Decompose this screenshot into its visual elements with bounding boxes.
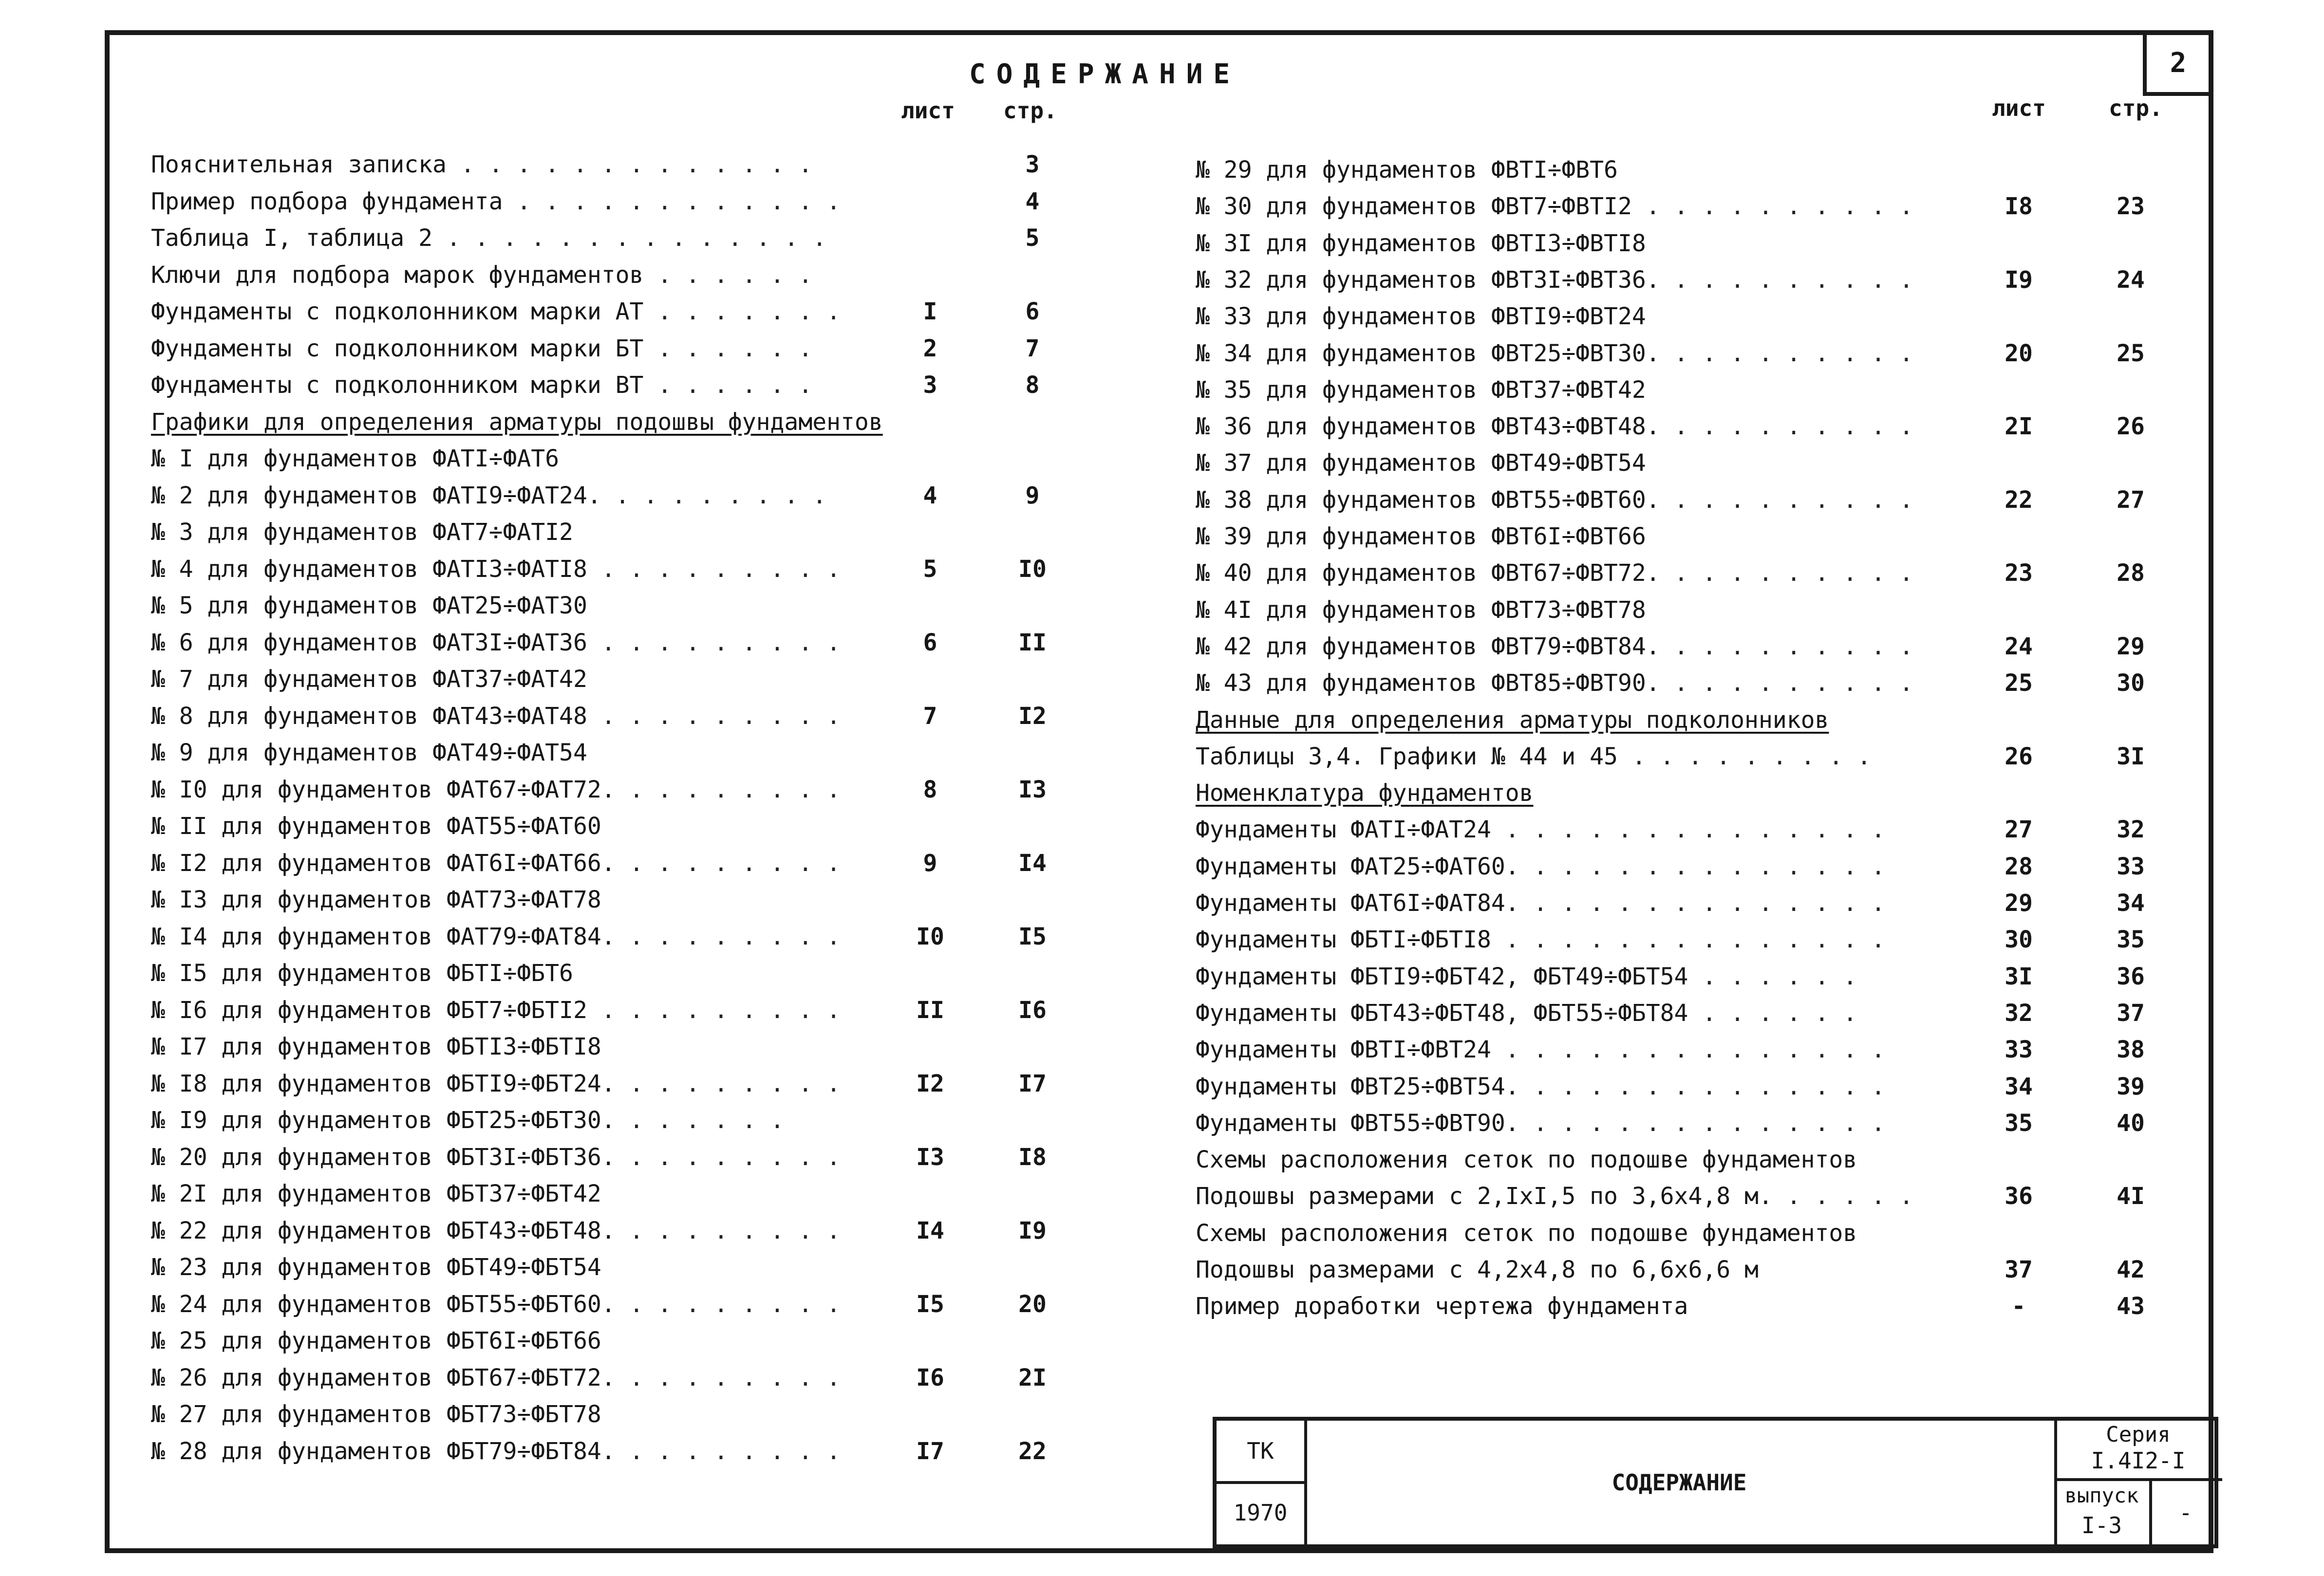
toc-entry-page: I9 [1018, 1217, 1047, 1244]
toc-entry-title: Пример доработки чертежа фундамента [1196, 1293, 1688, 1320]
toc-entry [1196, 228, 2170, 259]
toc-entry-title: Фундаменты с подколонником марки БТ . . . . . . [151, 334, 813, 362]
toc-entry-page: 42 [2117, 1256, 2145, 1283]
toc-entry-page: 38 [2117, 1036, 2145, 1064]
toc-entry [1196, 961, 2170, 992]
toc-entry-title: Фундаменты с подколонником марки АТ . . . . . . . [151, 298, 841, 325]
toc-entry-sheet: I7 [916, 1437, 944, 1465]
toc-entry-title: Фундаменты ФАТI÷ФАТ24 . . . . . . . . . . . . . . [1196, 816, 1886, 844]
toc-entry-title: Пояснительная записка . . . . . . . . . . . . . [151, 151, 813, 178]
toc-entry-title: № 37 для фундаментов ФВТ49÷ФВТ54 [1196, 449, 1646, 477]
toc-entry-page: 23 [2117, 193, 2145, 221]
toc-entry [1196, 705, 2170, 736]
toc-entry [1196, 631, 2170, 662]
toc-entry-sheet: 2I [2005, 413, 2033, 441]
toc-entry [151, 848, 1076, 879]
issue-value: I-3 [2081, 1512, 2122, 1539]
toc-entry [151, 995, 1076, 1026]
toc-entry [1196, 814, 2170, 845]
toc-entry-title: Фундаменты с подколонником марки ВТ . . . . . . [151, 371, 813, 399]
toc-entry [151, 664, 1076, 695]
toc-entry [1196, 1144, 2170, 1175]
leader-dots: . . . . . . . . [615, 1070, 841, 1097]
toc-entry-page: 30 [2117, 669, 2145, 697]
toc-entry [1196, 1071, 2170, 1102]
leader-dots: . . . . . . . . [615, 1217, 841, 1244]
toc-entry-sheet: - [2011, 1293, 2026, 1320]
toc-entry-sheet: 5 [923, 555, 937, 583]
toc-entry-page: I0 [1018, 555, 1047, 583]
toc-entry [151, 811, 1076, 842]
toc-entry-sheet: 36 [2005, 1183, 2033, 1210]
toc-entry-sheet: 23 [2005, 559, 2033, 587]
toc-entry-title: № 3 для фундаментов ФАТ7÷ФАТI2 [151, 519, 573, 546]
toc-entry-page: 25 [2117, 339, 2145, 367]
toc-entry-sheet: 27 [2005, 816, 2033, 844]
title-block [1213, 1417, 2218, 1548]
toc-entry-sheet: 20 [2005, 339, 2033, 367]
toc-entry [151, 149, 1076, 180]
title-block-sheet-cell: - [2179, 1500, 2193, 1526]
toc-entry-sheet: 7 [923, 702, 937, 730]
leader-dots: . . . . . . . . [615, 849, 841, 877]
toc-entry [1196, 264, 2170, 296]
toc-entry-page: 9 [1025, 482, 1040, 509]
toc-entry [151, 1178, 1076, 1209]
leader-dots: . . . . . . [1688, 963, 1857, 990]
leader-dots: . . . . . . . . . . . . . [1519, 890, 1886, 917]
leader-dots: . . . . . . . [643, 298, 841, 325]
toc-entry-title: № II для фундаментов ФАТ55÷ФАТ60 [151, 813, 601, 840]
title-block-name: СОДЕРЖАНИЕ [1612, 1469, 1747, 1496]
toc-entry [151, 958, 1076, 989]
toc-entry-page: 28 [2117, 559, 2145, 587]
toc-entry-sheet: 3I [2005, 963, 2033, 990]
toc-entry [151, 921, 1076, 952]
toc-entry-title: № I7 для фундаментов ФБТI3÷ФБТI8 [151, 1033, 601, 1060]
leader-dots: . . . . . . . . . . . . . [446, 151, 813, 178]
toc-entry [1196, 998, 2170, 1029]
leader-dots: . . . . . . [643, 261, 813, 289]
toc-entry-title: № 2I для фундаментов ФБТ37÷ФБТ42 [151, 1180, 601, 1207]
toc-entry-title: № 24 для фундаментов ФБТ55÷ФБТ60. . . . . . . . . [151, 1290, 841, 1318]
toc-entry [151, 1215, 1076, 1246]
toc-entry-sheet: I3 [916, 1143, 944, 1171]
toc-entry-page: 4 [1025, 187, 1040, 215]
toc-entry-title: № I5 для фундаментов ФБТI÷ФБТ6 [151, 960, 573, 987]
toc-entry-title: № 32 для фундаментов ФВТ3I÷ФВТ36. . . . . . . . . . [1196, 266, 1913, 294]
leader-dots: . . . . . . . . . [1617, 742, 1872, 770]
toc-entry-page: II [1018, 629, 1047, 656]
toc-entry-title: № 8 для фундаментов ФАТ43÷ФАТ48 . . . . . . . . . [151, 702, 841, 730]
toc-entry-sheet: 24 [2005, 632, 2033, 660]
toc-entry [1196, 667, 2170, 699]
toc-entry-title: № 42 для фундаментов ФВТ79÷ФВТ84. . . . . . . . . . [1196, 632, 1913, 660]
toc-entry-title: № 36 для фундаментов ФВТ43÷ФВТ48. . . . . . . . . . [1196, 413, 1913, 441]
toc-entry [1196, 1034, 2170, 1065]
toc-entry-sheet: 25 [2005, 669, 2033, 697]
leader-dots: . . . . . . . . [615, 923, 841, 950]
toc-entry-title: Номенклатура фундаментов [1196, 779, 1534, 807]
toc-entry-title: № 40 для фундаментов ФВТ67÷ФВТ72. . . . . . . . . . [1196, 559, 1913, 587]
toc-entry-page: 22 [1018, 1437, 1047, 1465]
toc-entry-title: № 35 для фундаментов ФВТ37÷ФВТ42 [1196, 376, 1646, 404]
toc-entry-title: № I4 для фундаментов ФАТ79÷ФАТ84. . . . . . . . . [151, 923, 841, 950]
toc-entry [151, 1031, 1076, 1062]
toc-entry-page: 4I [2117, 1183, 2145, 1210]
toc-entry-title: № 39 для фундаментов ФВТ6I÷ФВТ66 [1196, 523, 1646, 550]
toc-entry-sheet: 2 [923, 334, 937, 362]
toc-entry [1196, 557, 2170, 589]
title-block-year: 1970 [1233, 1500, 1288, 1526]
toc-entry [1196, 484, 2170, 516]
toc-entry [151, 1399, 1076, 1430]
toc-entry-title: Схемы расположения сеток по подошве фундаментов [1196, 1146, 1857, 1174]
leader-dots: . . . . . . . . . [1660, 669, 1913, 697]
toc-entry-title: № I для фундаментов ФАТI÷ФАТ6 [151, 445, 560, 472]
toc-entry [151, 1068, 1076, 1099]
toc-entry-title: № 2 для фундаментов ФАТI9÷ФАТ24. . . . . . . . . [151, 482, 827, 509]
toc-entry-page: 32 [2117, 816, 2145, 844]
toc-entry-sheet: I5 [916, 1290, 944, 1318]
leader-dots: . . . . . . . . . [1660, 486, 1913, 514]
toc-entry-title: Таблица I, таблица 2 . . . . . . . . . . . . . . [151, 224, 827, 252]
toc-entry [1196, 1218, 2170, 1249]
toc-entry [1196, 924, 2170, 955]
toc-entry-title: Пример подбора фундамента . . . . . . . . . . . . [151, 187, 841, 215]
toc-entry-page: 43 [2117, 1293, 2145, 1320]
toc-entry [151, 1142, 1076, 1173]
toc-entry-sheet: 22 [2005, 486, 2033, 514]
toc-entry-title: № 28 для фундаментов ФБТ79÷ФБТ84. . . . . . . . . [151, 1437, 841, 1465]
toc-entry-title: № I3 для фундаментов ФАТ73÷ФАТ78 [151, 886, 601, 913]
right-sheet-header: лист [1992, 95, 2046, 121]
right-page-header: стр. [2109, 95, 2163, 121]
toc-entry-title: № 25 для фундаментов ФБТ6I÷ФБТ66 [151, 1327, 601, 1354]
toc-entry-sheet: I4 [916, 1217, 944, 1244]
leader-dots: . . . . . . [643, 334, 813, 362]
toc-entry-sheet: I [923, 298, 937, 325]
toc-entry-page: 33 [2117, 853, 2145, 880]
toc-entry [1196, 154, 2170, 185]
toc-entry [1196, 594, 2170, 626]
toc-entry-title: Подошвы размерами с 2,IxI,5 по 3,6x4,8 м. . . . . . [1196, 1183, 1913, 1210]
series-label: Серия [2106, 1422, 2171, 1447]
right-toc-column [1196, 154, 2170, 1323]
leader-dots: . . . . . . . . . . . . . . [432, 224, 827, 252]
leader-dots: . . . . . . . . . . . . . [1519, 853, 1886, 880]
toc-entry-title: № 29 для фундаментов ФВТI÷ФВТ6 [1196, 156, 1618, 184]
toc-entry-title: № I9 для фундаментов ФБТ25÷ФБТ30. . . . . . . [151, 1107, 785, 1134]
toc-entry-page: 37 [2117, 999, 2145, 1027]
toc-entry-page: 40 [2117, 1109, 2145, 1137]
toc-entry-title: № 34 для фундаментов ФВТ25÷ФВТ30. . . . . . . . . . [1196, 339, 1913, 367]
toc-entry-title: № 3I для фундаментов ФВТI3÷ФВТI8 [1196, 229, 1646, 257]
toc-entry [151, 480, 1076, 511]
leader-dots: . . . . . . . . . [1660, 266, 1913, 294]
leader-dots: . . . . . . . . [615, 1143, 841, 1171]
leader-dots: . . . . . . . . . . . . . . [1491, 926, 1886, 954]
toc-entry-page: 20 [1018, 1290, 1047, 1318]
toc-entry [151, 884, 1076, 915]
toc-entry-page: 8 [1025, 371, 1040, 399]
leader-dots: . . . . . . [615, 1107, 785, 1134]
toc-entry-sheet: 30 [2005, 926, 2033, 954]
toc-entry [151, 590, 1076, 621]
toc-entry-title: № 30 для фундаментов ФВТ7÷ФВТI2 . . . . . . . . . . [1196, 193, 1913, 221]
toc-entry-title: № 43 для фундаментов ФВТ85÷ФВТ90. . . . . . . . . . [1196, 669, 1913, 697]
toc-entry-title: № I6 для фундаментов ФБТ7÷ФБТI2 . . . . . . . . . [151, 996, 841, 1024]
toc-entry-page: 29 [2117, 632, 2145, 660]
series-value: I.4I2-I [2091, 1447, 2186, 1474]
toc-entry-page: I7 [1018, 1070, 1047, 1097]
toc-entry-page: 36 [2117, 963, 2145, 990]
toc-entry [1196, 447, 2170, 479]
toc-entry-page: I4 [1018, 849, 1047, 877]
toc-entry-title: Фундаменты ФВТ25÷ФВТ54. . . . . . . . . . . . . . [1196, 1073, 1886, 1100]
leader-dots: . . . . . . . . . . . . . [1519, 1073, 1886, 1100]
toc-entry-page: I2 [1018, 702, 1047, 730]
leader-dots: . . . . . . . . . . . . . [1519, 1109, 1886, 1137]
toc-entry-sheet: 34 [2005, 1073, 2033, 1100]
toc-entry [151, 554, 1076, 585]
leader-dots: . . . . . . . . . [587, 629, 841, 656]
leader-dots: . . . . . . . . . [587, 555, 841, 583]
toc-entry [1196, 521, 2170, 552]
toc-entry-sheet: 6 [923, 629, 937, 656]
toc-entry [151, 1289, 1076, 1320]
toc-entry [1196, 1254, 2170, 1285]
toc-entry [151, 774, 1076, 805]
leader-dots: . . . . . . . . . [1660, 632, 1913, 660]
leader-dots: . . . . . . . . . [587, 996, 841, 1024]
toc-entry-title: № 5 для фундаментов ФАТ25÷ФАТ30 [151, 592, 587, 619]
toc-entry-title: № 4 для фундаментов ФАТI3÷ФАТI8 . . . . . . . . . [151, 555, 841, 583]
left-toc-column [151, 149, 1076, 1464]
toc-entry-title: Фундаменты ФАТ25÷ФАТ60. . . . . . . . . . . . . . [1196, 853, 1886, 880]
toc-entry-title: № I0 для фундаментов ФАТ67÷ФАТ72. . . . . . . . . [151, 776, 841, 803]
leader-dots: . . . . . . . . [615, 1437, 841, 1465]
toc-entry-page: 34 [2117, 890, 2145, 917]
leader-dots: . . . . . . [1688, 999, 1857, 1027]
toc-entry-sheet: 28 [2005, 853, 2033, 880]
leader-dots: . . . . . . . . . . . . . . [1491, 816, 1886, 844]
left-page-header: стр. [1003, 97, 1057, 124]
toc-entry [1196, 374, 2170, 406]
toc-entry-title: № 38 для фундаментов ФВТ55÷ФВТ60. . . . . . . . . . [1196, 486, 1913, 514]
leader-dots: . . . . . . . . . [1660, 559, 1913, 587]
toc-entry [1196, 1108, 2170, 1139]
toc-entry-title: № 20 для фундаментов ФБТ3I÷ФБТ36. . . . . . . . . [151, 1143, 841, 1171]
toc-entry-title: Фундаменты ФБТI9÷ФБТ42, ФБТ49÷ФБТ54 . . . . . . [1196, 963, 1857, 990]
toc-entry-title: Данные для определения арматуры подколонников [1196, 706, 1829, 734]
toc-entry-page: I5 [1018, 923, 1047, 950]
leader-dots: . . . . . [1772, 1183, 1913, 1210]
leader-dots: . . . . . . . . [615, 1290, 841, 1318]
toc-entry-page: 26 [2117, 413, 2145, 441]
toc-entry-title: № 23 для фундаментов ФБТ49÷ФБТ54 [151, 1254, 601, 1281]
toc-entry [151, 186, 1076, 217]
toc-entry-sheet: 26 [2005, 742, 2033, 770]
toc-entry-title: № I2 для фундаментов ФАТ6I÷ФАТ66. . . . . . . . . [151, 849, 841, 877]
toc-entry [151, 701, 1076, 732]
leader-dots: . . . . . . [643, 371, 813, 399]
toc-entry-title: Фундаменты ФАТ6I÷ФАТ84. . . . . . . . . . . . . . [1196, 890, 1886, 917]
toc-entry-page: 27 [2117, 486, 2145, 514]
toc-entry-title: № 27 для фундаментов ФБТ73÷ФБТ78 [151, 1401, 601, 1428]
toc-entry-sheet: 35 [2005, 1109, 2033, 1137]
toc-entry-page: I3 [1018, 776, 1047, 803]
toc-entry-title: № 4I для фундаментов ФВТ73÷ФВТ78 [1196, 596, 1646, 624]
toc-entry-page: 35 [2117, 926, 2145, 954]
toc-entry-title: Схемы расположения сеток по подошве фундаментов [1196, 1219, 1857, 1247]
toc-entry [151, 443, 1076, 474]
toc-entry-title: Ключи для подбора марок фундаментов . . . . . . [151, 261, 813, 289]
toc-entry-page: I8 [1018, 1143, 1047, 1171]
toc-entry-sheet: I6 [916, 1364, 944, 1391]
toc-entry [1196, 778, 2170, 809]
title-block-org: ТК [1247, 1438, 1274, 1464]
toc-entry [151, 222, 1076, 254]
toc-entry [151, 370, 1076, 401]
toc-entry [151, 1105, 1076, 1136]
toc-entry-title: Фундаменты ФВТ55÷ФВТ90. . . . . . . . . . . . . . [1196, 1109, 1886, 1137]
leader-dots: . . . . . . . . [615, 1364, 841, 1391]
left-sheet-header: лист [901, 97, 955, 124]
toc-entry [151, 1252, 1076, 1283]
toc-entry-sheet: 8 [923, 776, 937, 803]
toc-entry [151, 260, 1076, 291]
toc-entry-page: 7 [1025, 334, 1040, 362]
toc-entry [151, 1362, 1076, 1393]
toc-entry-title: № 6 для фундаментов ФАТ3I÷ФАТ36 . . . . . . . . . [151, 629, 841, 656]
toc-entry-page: 3 [1025, 151, 1040, 178]
toc-entry [1196, 191, 2170, 222]
toc-entry-title: № 9 для фундаментов ФАТ49÷ФАТ54 [151, 739, 587, 766]
toc-entry [151, 1436, 1076, 1467]
toc-entry-sheet: 33 [2005, 1036, 2033, 1064]
toc-entry-sheet: I2 [916, 1070, 944, 1097]
toc-entry-title: Фундаменты ФБТ43÷ФБТ48, ФБТ55÷ФБТ84 . . . . . . [1196, 999, 1857, 1027]
toc-entry-title: № 22 для фундаментов ФБТ43÷ФБТ48. . . . . . . . . [151, 1217, 841, 1244]
toc-entry [1196, 301, 2170, 332]
toc-entry-page: 39 [2117, 1073, 2145, 1100]
toc-entry [151, 333, 1076, 364]
toc-entry-sheet: II [916, 996, 944, 1024]
toc-entry-page: 5 [1025, 224, 1040, 252]
toc-entry [151, 627, 1076, 658]
toc-entry-page: 3I [2117, 742, 2145, 770]
toc-entry [1196, 888, 2170, 919]
leader-dots: . . . . . . . . . . [1631, 193, 1913, 221]
toc-entry [151, 517, 1076, 548]
toc-entry [1196, 851, 2170, 882]
toc-entry [1196, 1181, 2170, 1212]
toc-entry-page: 24 [2117, 266, 2145, 294]
toc-entry-title: Фундаменты ФБТI÷ФБТI8 . . . . . . . . . . . . . . [1196, 926, 1886, 954]
toc-entry-title: № 33 для фундаментов ФВТI9÷ФВТ24 [1196, 303, 1646, 331]
leader-dots: . . . . . . . . . . . . [503, 187, 841, 215]
toc-entry [1196, 1291, 2170, 1322]
toc-entry [1196, 411, 2170, 442]
toc-entry [151, 407, 1076, 438]
toc-entry-title: Фундаменты ФВТI÷ФВТ24 . . . . . . . . . . . . . . [1196, 1036, 1886, 1064]
toc-entry-page: 2I [1018, 1364, 1047, 1391]
toc-entry-sheet: 29 [2005, 890, 2033, 917]
toc-entry-page: I6 [1018, 996, 1047, 1024]
leader-dots: . . . . . . . . . [1660, 413, 1913, 441]
toc-entry-title: Таблицы 3,4. Графики № 44 и 45 . . . . . . . . . [1196, 742, 1872, 770]
toc-entry [151, 737, 1076, 768]
leader-dots: . . . . . . . . . . . . . . [1491, 1036, 1886, 1064]
page-title: СОДЕРЖАНИЕ [969, 58, 1241, 90]
toc-entry-sheet: 37 [2005, 1256, 2033, 1283]
page-number: 2 [2143, 30, 2213, 96]
leader-dots: . . . . . . . . . [1660, 339, 1913, 367]
leader-dots: . . . . . . . . [615, 776, 841, 803]
toc-entry-title: Подошвы размерами с 4,2x4,8 по 6,6x6,6 м [1196, 1256, 1759, 1283]
toc-entry-sheet: I0 [916, 923, 944, 950]
toc-entry-sheet: 32 [2005, 999, 2033, 1027]
toc-entry-title: № I8 для фундаментов ФБТI9÷ФБТ24. . . . . . . . . [151, 1070, 841, 1097]
toc-entry-title: № 7 для фундаментов ФАТ37÷ФАТ42 [151, 666, 587, 693]
toc-entry-sheet: 4 [923, 482, 937, 509]
toc-entry [151, 1325, 1076, 1356]
toc-entry-page: 6 [1025, 298, 1040, 325]
toc-entry [151, 296, 1076, 327]
issue-label: выпуск [2064, 1483, 2139, 1507]
leader-dots: . . . . . . . . . [587, 702, 841, 730]
toc-entry [1196, 741, 2170, 772]
toc-entry-sheet: I9 [2005, 266, 2033, 294]
toc-entry [1196, 338, 2170, 369]
toc-entry-sheet: I8 [2005, 193, 2033, 221]
toc-entry-sheet: 9 [923, 849, 937, 877]
toc-entry-title: Графики для определения арматуры подошвы фундаментов [151, 408, 883, 436]
leader-dots: . . . . . . . . [601, 482, 827, 509]
toc-entry-sheet: 3 [923, 371, 937, 399]
toc-entry-title: № 26 для фундаментов ФБТ67÷ФБТ72. . . . . . . . . [151, 1364, 841, 1391]
